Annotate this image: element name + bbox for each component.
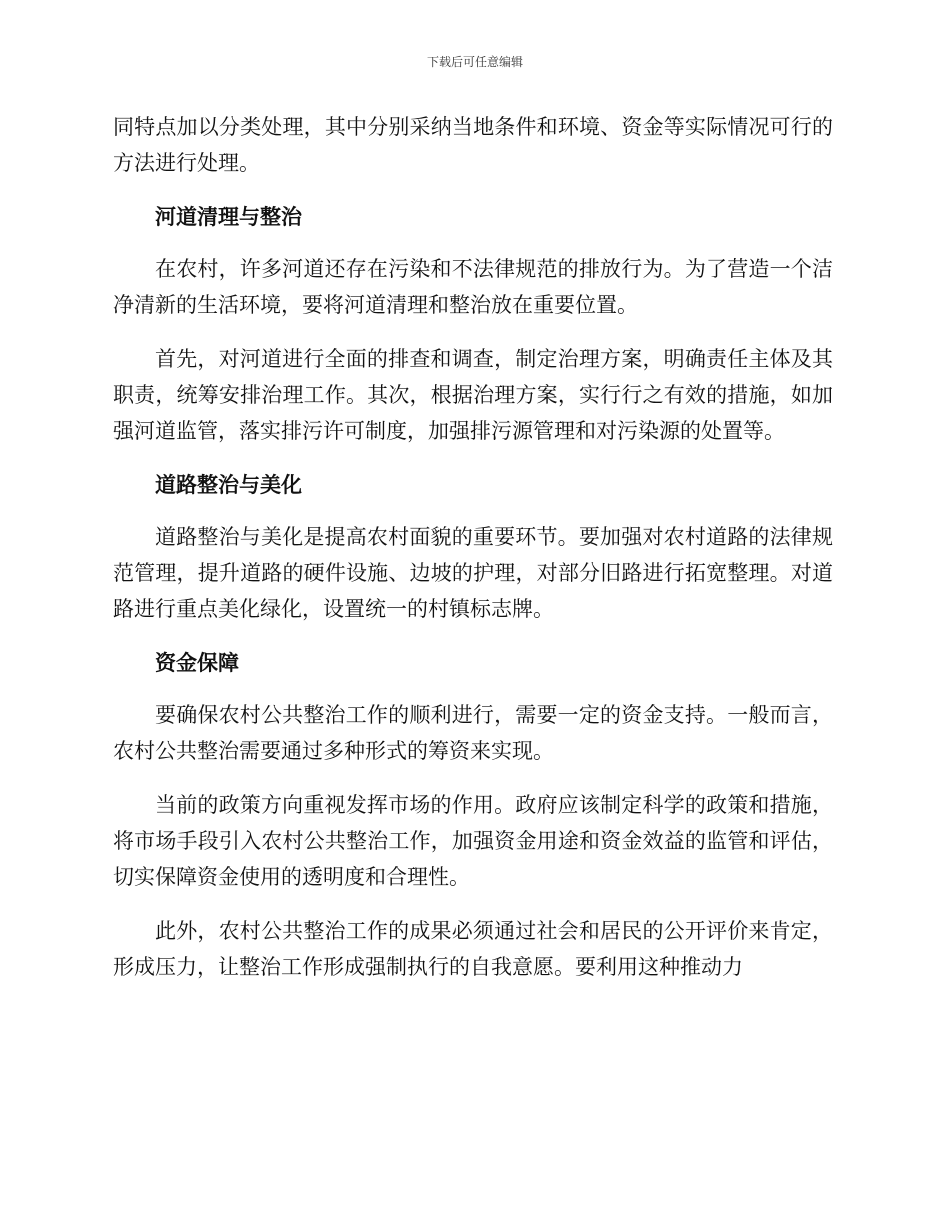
document-body bbox=[113, 109, 833, 1003]
paragraph-funding-policy: 当前的政策方向重视发挥市场的作用。政府应该制定科学的政策和措施，将市场手段引入农村公共整治工作，加强资金用途和资金效益的监管和评估，切实保障资金使用的透明度和合理性。 bbox=[113, 793, 833, 889]
section-heading-river: 河道清理与整治 bbox=[155, 204, 302, 229]
paragraph-river-measures: 首先，对河道进行全面的排查和调查，制定治理方案，明确责任主体及其职责，统筹安排治理工作。其次，根据治理方案，实行行之有效的措施，如加强河道监管，落实排污许可制度，加强排污源管理和对污染源的处置等。 bbox=[113, 347, 833, 443]
section-heading-funding: 资金保障 bbox=[155, 650, 239, 675]
paragraph-funding-evaluation: 此外，农村公共整治工作的成果必须通过社会和居民的公开评价来肯定，形成压力，让整治工作形成强制执行的自我意愿。要利用这种推动力 bbox=[113, 919, 833, 979]
page-header: 下载后可任意编辑 bbox=[426, 55, 523, 69]
paragraph-road: 道路整治与美化是提高农村面貌的重要环节。要加强对农村道路的法律规范管理，提升道路的硬件设施、边坡的护理，对部分旧路进行拓宽整理。对道路进行重点美化绿化，设置统一的村镇标志牌。 bbox=[113, 525, 833, 621]
paragraph-continued: 同特点加以分类处理，其中分别采纳当地条件和环境、资金等实际情况可行的方法进行处理。 bbox=[113, 115, 833, 175]
paragraph-river-intro: 在农村，许多河道还存在污染和不法律规范的排放行为。为了营造一个洁净清新的生活环境，要将河道清理和整治放在重要位置。 bbox=[113, 257, 833, 317]
section-heading-road: 道路整治与美化 bbox=[155, 472, 302, 497]
paragraph-funding-intro: 要确保农村公共整治工作的顺利进行，需要一定的资金支持。一般而言，农村公共整治需要通过多种形式的筹资来实现。 bbox=[113, 703, 833, 763]
